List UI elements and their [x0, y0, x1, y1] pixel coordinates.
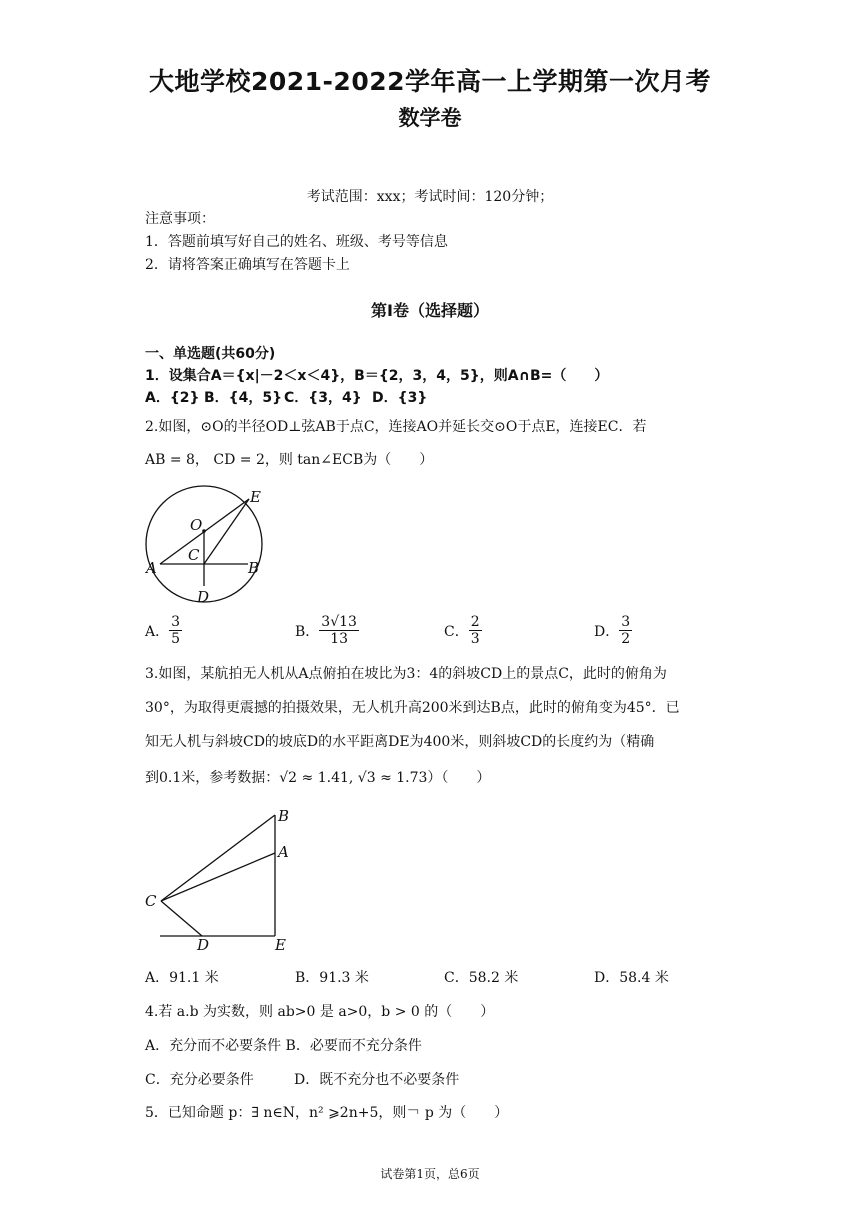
q1-option-b: B．{4，5} — [204, 390, 283, 406]
label-d: D — [197, 936, 210, 954]
q4-options-row-1: A．充分而不必要条件 B．必要而不充分条件 — [145, 1038, 422, 1054]
question-3-line-1: 3.如图，某航拍无人机从A点俯拍在坡比为3：4的斜坡CD上的景点C，此时的俯角为 — [145, 666, 667, 682]
slope-cd — [161, 901, 202, 936]
exam-title: 大地学校2021-2022学年高一上学期第一次月考 — [148, 67, 712, 96]
question-3-line-3: 知无人机与斜坡CD的坡底D的水平距离DE为400米，则斜坡CD的长度约为（精确 — [145, 734, 655, 750]
q2-circle-figure — [138, 482, 278, 607]
line-ca — [161, 853, 275, 901]
label-o: O — [190, 516, 203, 534]
label-c: C — [145, 892, 157, 910]
q2-option-a: A． $\frac{3}{5}$ — [145, 614, 181, 647]
question-2-line-2: AB = 8， CD = 2，则 tan∠ECB为（ ） — [145, 452, 434, 468]
question-1-text: 1．设集合A＝{x|－2＜x＜4}，B＝{2，3，4，5}，则A∩B=（ ） — [145, 368, 609, 384]
question-3-line-4: 到0.1米，参考数据：√2 ≈ 1.41, √3 ≈ 1.73）（ ） — [145, 770, 491, 786]
question-4-text: 4.若 a.b 为实数，则 ab>0 是 a>0，b > 0 的（ ） — [145, 1004, 495, 1020]
label-a: A — [278, 843, 289, 861]
q1-option-d: D．{3} — [372, 390, 428, 406]
q1-option-c: C．{3，4} — [284, 390, 362, 406]
question-5-text: 5．已知命题 p：∃ n∈N，n² ⩾2n+5，则￢ p 为（ ） — [145, 1105, 509, 1121]
q4-option-c: C．充分必要条件 — [145, 1072, 254, 1088]
label-c: C — [188, 546, 200, 564]
label-b: B — [278, 807, 290, 825]
label-d: D — [197, 588, 210, 606]
page-footer: 试卷第1页，总6页 — [380, 1167, 480, 1181]
question-3-line-2: 30°，为取得更震撼的拍摄效果，无人机升高200米到达B点，此时的俯角变为45°．已 — [145, 700, 680, 716]
q4-option-d: D．既不充分也不必要条件 — [294, 1072, 460, 1088]
volume-title: 第I卷（选择题） — [371, 301, 489, 320]
note-item: 2．请将答案正确填写在答题卡上 — [145, 257, 350, 273]
label-e: E — [275, 936, 286, 954]
exam-info: 考试范围：xxx；考试时间：120分钟； — [306, 189, 554, 205]
line-cb — [161, 815, 275, 901]
q3-option-b: B．91.3 米 — [295, 970, 369, 986]
label-b: B — [248, 559, 260, 577]
q3-option-c: C．58.2 米 — [444, 970, 519, 986]
label-e: E — [250, 488, 261, 506]
q2-option-c: C． $\frac{2}{3}$ — [444, 614, 480, 647]
q2-option-b: B． $\frac{3√13}{13}$ — [295, 614, 357, 647]
label-a: A — [146, 559, 157, 577]
q3-option-d: D．58.4 米 — [594, 970, 669, 986]
q3-option-a: A．91.1 米 — [145, 970, 219, 986]
q3-slope-figure — [140, 805, 300, 955]
point-o — [202, 529, 206, 533]
notes-heading: 注意事项： — [145, 211, 215, 227]
note-item: 1．答题前填写好自己的姓名、班级、考号等信息 — [145, 234, 448, 250]
q2-option-d: D． $\frac{3}{2}$ — [594, 614, 631, 647]
question-2-line-1: 2.如图，⊙O的半径OD⊥弦AB于点C，连接AO并延长交⊙O于点E，连接EC．若 — [145, 419, 647, 435]
segment-ce — [204, 499, 249, 564]
section-title: 一、单选题(共60分) — [145, 346, 276, 362]
exam-subtitle: 数学卷 — [398, 106, 462, 130]
q1-option-a: A．{2} — [145, 390, 200, 406]
